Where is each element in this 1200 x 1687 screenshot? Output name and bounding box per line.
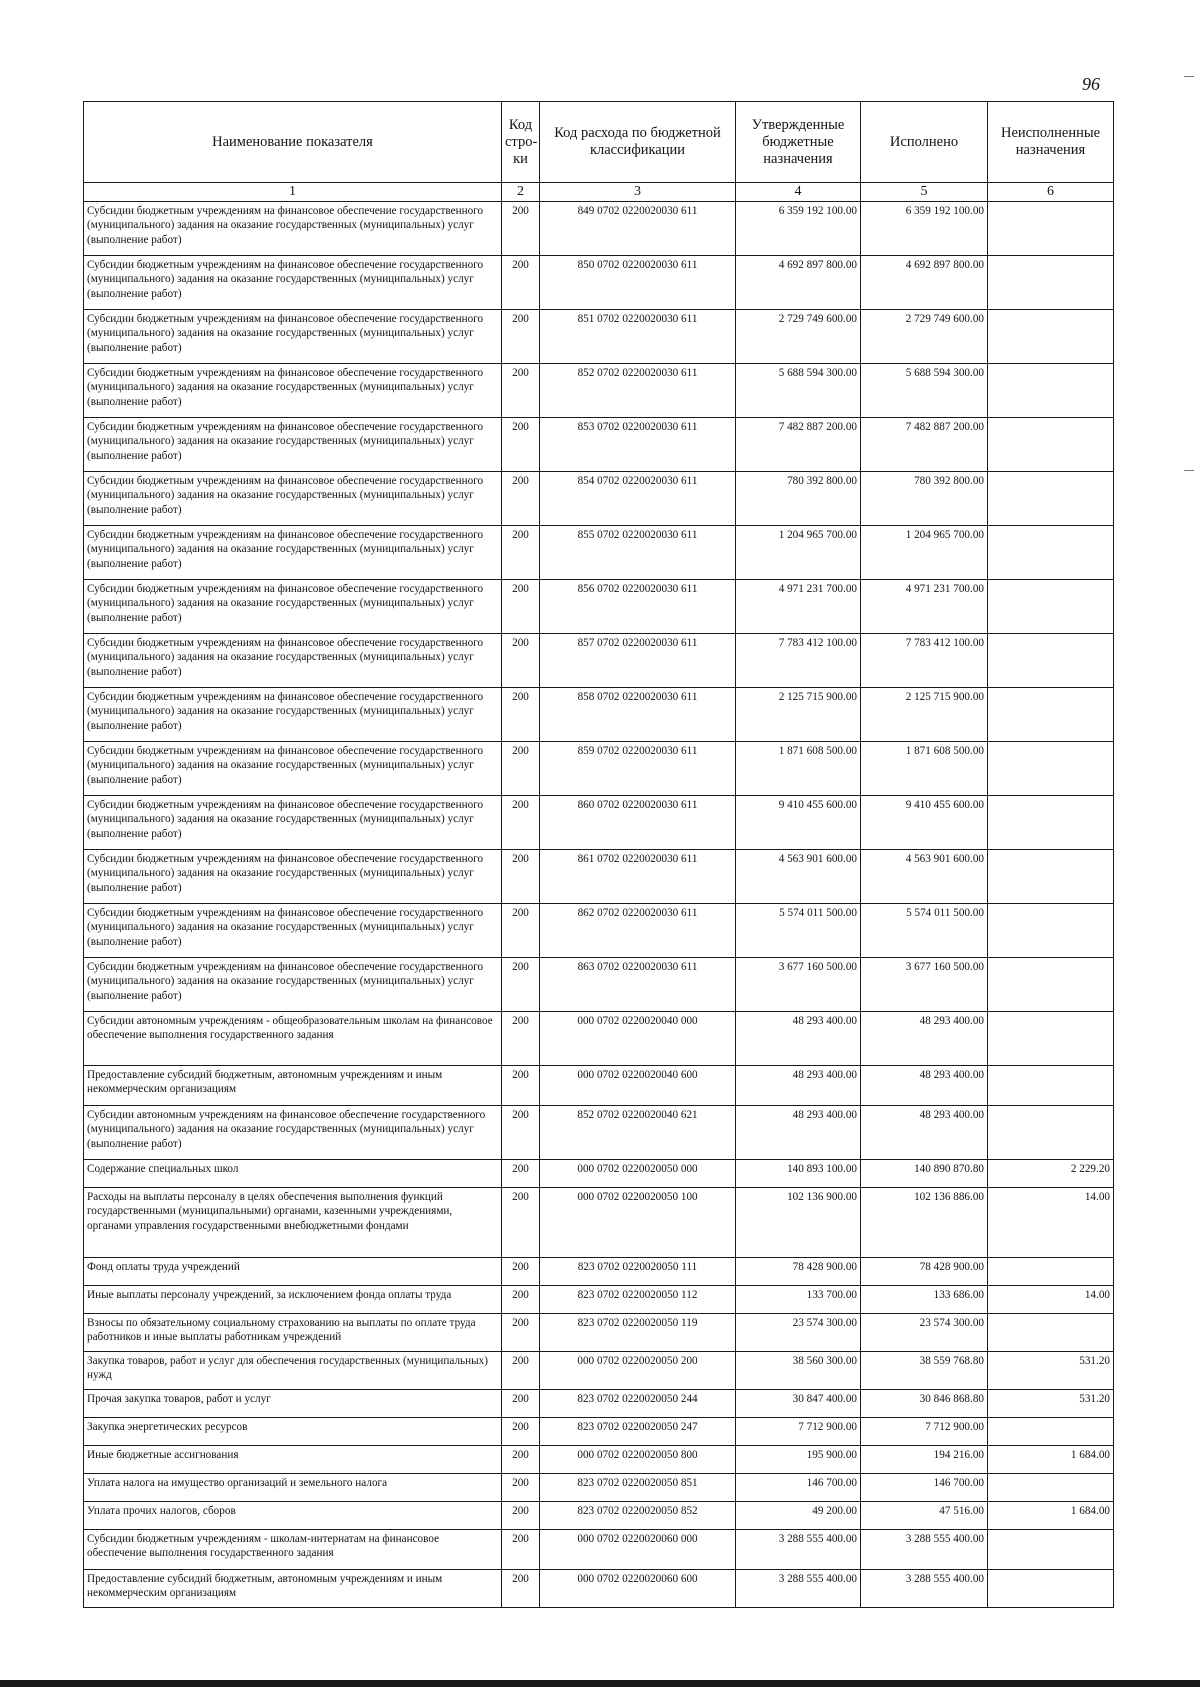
row-unexecuted-amount bbox=[988, 310, 1114, 364]
row-executed-amount: 2 729 749 600.00 bbox=[861, 310, 988, 364]
row-executed-amount: 48 293 400.00 bbox=[861, 1106, 988, 1160]
row-indicator-name: Субсидии бюджетным учреждениям на финансовое обеспечение государственного (муниципального) задания на оказание государственных (муниципальных) услуг (выполнение работ) bbox=[84, 742, 502, 796]
row-executed-amount: 1 204 965 700.00 bbox=[861, 526, 988, 580]
row-indicator-name: Содержание специальных школ bbox=[84, 1160, 502, 1188]
row-unexecuted-amount bbox=[988, 958, 1114, 1012]
table-row bbox=[84, 256, 1114, 310]
table-row bbox=[84, 418, 1114, 472]
table-row bbox=[84, 1106, 1114, 1160]
row-unexecuted-amount bbox=[988, 1314, 1114, 1352]
row-unexecuted-amount bbox=[988, 1570, 1114, 1608]
header-line-code: Код стро- ки bbox=[502, 102, 540, 183]
row-line-code: 200 bbox=[502, 1160, 540, 1188]
table-row bbox=[84, 1446, 1114, 1474]
table-row bbox=[84, 1474, 1114, 1502]
row-indicator-name: Уплата прочих налогов, сборов bbox=[84, 1502, 502, 1530]
row-executed-amount: 194 216.00 bbox=[861, 1446, 988, 1474]
row-budget-code: 823 0702 0220020050 852 bbox=[540, 1502, 736, 1530]
header-approved-appropriations: Утвержденные бюджетные назначения bbox=[736, 102, 861, 183]
row-budget-code: 853 0702 0220020030 611 bbox=[540, 418, 736, 472]
row-approved-amount: 780 392 800.00 bbox=[736, 472, 861, 526]
row-line-code: 200 bbox=[502, 1474, 540, 1502]
scan-bottom-edge bbox=[0, 1680, 1200, 1687]
table-row bbox=[84, 1390, 1114, 1418]
row-approved-amount: 2 125 715 900.00 bbox=[736, 688, 861, 742]
row-indicator-name: Иные выплаты персоналу учреждений, за исключением фонда оплаты труда bbox=[84, 1286, 502, 1314]
row-budget-code: 860 0702 0220020030 611 bbox=[540, 796, 736, 850]
row-indicator-name: Субсидии бюджетным учреждениям на финансовое обеспечение государственного (муниципального) задания на оказание государственных (муниципальных) услуг (выполнение работ) bbox=[84, 526, 502, 580]
row-approved-amount: 3 288 555 400.00 bbox=[736, 1570, 861, 1608]
row-budget-code: 851 0702 0220020030 611 bbox=[540, 310, 736, 364]
row-indicator-name: Субсидии бюджетным учреждениям - школам-интернатам на финансовое обеспечение выполнения государственного задания bbox=[84, 1530, 502, 1570]
row-line-code: 200 bbox=[502, 1418, 540, 1446]
row-indicator-name: Предоставление субсидий бюджетным, автономным учреждениям и иным некоммерческим организациям bbox=[84, 1066, 502, 1106]
row-executed-amount: 140 890 870.80 bbox=[861, 1160, 988, 1188]
row-indicator-name: Расходы на выплаты персоналу в целях обеспечения выполнения функций государственными (муниципальными) органами, казенными учреждениями, органами управления государственными внебюджетными фондами bbox=[84, 1188, 502, 1258]
row-approved-amount: 1 871 608 500.00 bbox=[736, 742, 861, 796]
row-indicator-name: Фонд оплаты труда учреждений bbox=[84, 1258, 502, 1286]
row-line-code: 200 bbox=[502, 1570, 540, 1608]
row-line-code: 200 bbox=[502, 1286, 540, 1314]
row-approved-amount: 7 783 412 100.00 bbox=[736, 634, 861, 688]
row-executed-amount: 9 410 455 600.00 bbox=[861, 796, 988, 850]
row-unexecuted-amount: 1 684.00 bbox=[988, 1502, 1114, 1530]
row-executed-amount: 30 846 868.80 bbox=[861, 1390, 988, 1418]
row-budget-code: 849 0702 0220020030 611 bbox=[540, 202, 736, 256]
row-unexecuted-amount bbox=[988, 472, 1114, 526]
row-approved-amount: 146 700.00 bbox=[736, 1474, 861, 1502]
row-approved-amount: 5 688 594 300.00 bbox=[736, 364, 861, 418]
header-budget-classification-code: Код расхода по бюджетной классификации bbox=[540, 102, 736, 183]
table-row bbox=[84, 1352, 1114, 1390]
row-budget-code: 823 0702 0220020050 112 bbox=[540, 1286, 736, 1314]
row-budget-code: 857 0702 0220020030 611 bbox=[540, 634, 736, 688]
row-indicator-name: Уплата налога на имущество организаций и земельного налога bbox=[84, 1474, 502, 1502]
column-number: 3 bbox=[540, 183, 736, 202]
row-unexecuted-amount bbox=[988, 364, 1114, 418]
header-indicator-name: Наименование показателя bbox=[84, 102, 502, 183]
table-row bbox=[84, 1570, 1114, 1608]
row-indicator-name: Взносы по обязательному социальному страхованию на выплаты по оплате труда работников и иные выплаты работникам учреждений bbox=[84, 1314, 502, 1352]
row-unexecuted-amount bbox=[988, 526, 1114, 580]
row-budget-code: 856 0702 0220020030 611 bbox=[540, 580, 736, 634]
table-row bbox=[84, 1286, 1114, 1314]
row-executed-amount: 4 563 901 600.00 bbox=[861, 850, 988, 904]
table-row bbox=[84, 472, 1114, 526]
row-line-code: 200 bbox=[502, 418, 540, 472]
row-line-code: 200 bbox=[502, 1502, 540, 1530]
row-executed-amount: 780 392 800.00 bbox=[861, 472, 988, 526]
row-approved-amount: 4 563 901 600.00 bbox=[736, 850, 861, 904]
row-unexecuted-amount: 14.00 bbox=[988, 1286, 1114, 1314]
row-indicator-name: Предоставление субсидий бюджетным, автономным учреждениям и иным некоммерческим организациям bbox=[84, 1570, 502, 1608]
row-line-code: 200 bbox=[502, 1314, 540, 1352]
row-unexecuted-amount bbox=[988, 256, 1114, 310]
row-unexecuted-amount bbox=[988, 850, 1114, 904]
column-number: 5 bbox=[861, 183, 988, 202]
row-indicator-name: Субсидии бюджетным учреждениям на финансовое обеспечение государственного (муниципального) задания на оказание государственных (муниципальных) услуг (выполнение работ) bbox=[84, 472, 502, 526]
table-row bbox=[84, 958, 1114, 1012]
table-row bbox=[84, 1314, 1114, 1352]
row-indicator-name: Субсидии бюджетным учреждениям на финансовое обеспечение государственного (муниципального) задания на оказание государственных (муниципальных) услуг (выполнение работ) bbox=[84, 688, 502, 742]
row-budget-code: 000 0702 0220020050 800 bbox=[540, 1446, 736, 1474]
column-number: 6 bbox=[988, 183, 1114, 202]
row-budget-code: 000 0702 0220020060 000 bbox=[540, 1530, 736, 1570]
row-approved-amount: 133 700.00 bbox=[736, 1286, 861, 1314]
row-budget-code: 000 0702 0220020050 100 bbox=[540, 1188, 736, 1258]
row-approved-amount: 6 359 192 100.00 bbox=[736, 202, 861, 256]
row-unexecuted-amount: 1 684.00 bbox=[988, 1446, 1114, 1474]
table-row bbox=[84, 742, 1114, 796]
row-budget-code: 850 0702 0220020030 611 bbox=[540, 256, 736, 310]
row-indicator-name: Субсидии бюджетным учреждениям на финансовое обеспечение государственного (муниципального) задания на оказание государственных (муниципальных) услуг (выполнение работ) bbox=[84, 904, 502, 958]
row-executed-amount: 38 559 768.80 bbox=[861, 1352, 988, 1390]
page-number: 96 bbox=[1082, 74, 1100, 94]
row-approved-amount: 140 893 100.00 bbox=[736, 1160, 861, 1188]
row-approved-amount: 195 900.00 bbox=[736, 1446, 861, 1474]
row-executed-amount: 4 971 231 700.00 bbox=[861, 580, 988, 634]
table-row bbox=[84, 364, 1114, 418]
header-executed: Исполнено bbox=[861, 102, 988, 183]
row-unexecuted-amount: 531.20 bbox=[988, 1390, 1114, 1418]
row-approved-amount: 48 293 400.00 bbox=[736, 1066, 861, 1106]
table-row bbox=[84, 1066, 1114, 1106]
table-row bbox=[84, 1418, 1114, 1446]
row-line-code: 200 bbox=[502, 904, 540, 958]
row-unexecuted-amount bbox=[988, 796, 1114, 850]
row-unexecuted-amount: 2 229.20 bbox=[988, 1160, 1114, 1188]
row-line-code: 200 bbox=[502, 1066, 540, 1106]
row-approved-amount: 48 293 400.00 bbox=[736, 1106, 861, 1160]
row-unexecuted-amount bbox=[988, 1418, 1114, 1446]
row-budget-code: 859 0702 0220020030 611 bbox=[540, 742, 736, 796]
table-row bbox=[84, 688, 1114, 742]
row-unexecuted-amount bbox=[988, 688, 1114, 742]
row-indicator-name: Субсидии автономным учреждениям на финансовое обеспечение государственного (муниципального) задания на оказание государственных (муниципальных) услуг (выполнение работ) bbox=[84, 1106, 502, 1160]
table-body bbox=[84, 202, 1114, 1608]
row-approved-amount: 48 293 400.00 bbox=[736, 1012, 861, 1066]
row-line-code: 200 bbox=[502, 1258, 540, 1286]
row-indicator-name: Субсидии бюджетным учреждениям на финансовое обеспечение государственного (муниципального) задания на оказание государственных (муниципальных) услуг (выполнение работ) bbox=[84, 796, 502, 850]
row-unexecuted-amount bbox=[988, 580, 1114, 634]
table-row bbox=[84, 1258, 1114, 1286]
row-budget-code: 000 0702 0220020040 000 bbox=[540, 1012, 736, 1066]
row-indicator-name: Закупка энергетических ресурсов bbox=[84, 1418, 502, 1446]
row-budget-code: 855 0702 0220020030 611 bbox=[540, 526, 736, 580]
table-row bbox=[84, 526, 1114, 580]
row-indicator-name: Субсидии бюджетным учреждениям на финансовое обеспечение государственного (муниципального) задания на оказание государственных (муниципальных) услуг (выполнение работ) bbox=[84, 256, 502, 310]
row-indicator-name: Субсидии бюджетным учреждениям на финансовое обеспечение государственного (муниципального) задания на оказание государственных (муниципальных) услуг (выполнение работ) bbox=[84, 580, 502, 634]
row-unexecuted-amount bbox=[988, 1066, 1114, 1106]
header-row bbox=[84, 102, 1114, 183]
row-executed-amount: 47 516.00 bbox=[861, 1502, 988, 1530]
row-line-code: 200 bbox=[502, 472, 540, 526]
row-indicator-name: Субсидии бюджетным учреждениям на финансовое обеспечение государственного (муниципального) задания на оказание государственных (муниципальных) услуг (выполнение работ) bbox=[84, 634, 502, 688]
row-indicator-name: Прочая закупка товаров, работ и услуг bbox=[84, 1390, 502, 1418]
row-approved-amount: 49 200.00 bbox=[736, 1502, 861, 1530]
row-line-code: 200 bbox=[502, 688, 540, 742]
row-unexecuted-amount bbox=[988, 904, 1114, 958]
row-line-code: 200 bbox=[502, 1106, 540, 1160]
row-indicator-name: Субсидии бюджетным учреждениям на финансовое обеспечение государственного (муниципального) задания на оказание государственных (муниципальных) услуг (выполнение работ) bbox=[84, 310, 502, 364]
row-budget-code: 861 0702 0220020030 611 bbox=[540, 850, 736, 904]
row-line-code: 200 bbox=[502, 1012, 540, 1066]
row-line-code: 200 bbox=[502, 958, 540, 1012]
row-budget-code: 823 0702 0220020050 119 bbox=[540, 1314, 736, 1352]
row-approved-amount: 30 847 400.00 bbox=[736, 1390, 861, 1418]
row-executed-amount: 5 574 011 500.00 bbox=[861, 904, 988, 958]
row-unexecuted-amount bbox=[988, 1530, 1114, 1570]
table-row bbox=[84, 202, 1114, 256]
row-unexecuted-amount: 531.20 bbox=[988, 1352, 1114, 1390]
row-budget-code: 852 0702 0220020030 611 bbox=[540, 364, 736, 418]
row-line-code: 200 bbox=[502, 310, 540, 364]
row-unexecuted-amount bbox=[988, 742, 1114, 796]
row-line-code: 200 bbox=[502, 1446, 540, 1474]
row-executed-amount: 4 692 897 800.00 bbox=[861, 256, 988, 310]
row-budget-code: 000 0702 0220020040 600 bbox=[540, 1066, 736, 1106]
row-executed-amount: 102 136 886.00 bbox=[861, 1188, 988, 1258]
row-budget-code: 000 0702 0220020060 600 bbox=[540, 1570, 736, 1608]
row-budget-code: 823 0702 0220020050 244 bbox=[540, 1390, 736, 1418]
row-line-code: 200 bbox=[502, 850, 540, 904]
row-indicator-name: Субсидии бюджетным учреждениям на финансовое обеспечение государственного (муниципального) задания на оказание государственных (муниципальных) услуг (выполнение работ) bbox=[84, 850, 502, 904]
row-budget-code: 000 0702 0220020050 200 bbox=[540, 1352, 736, 1390]
scan-mark bbox=[1184, 76, 1194, 77]
table-row bbox=[84, 1188, 1114, 1258]
row-line-code: 200 bbox=[502, 256, 540, 310]
row-unexecuted-amount bbox=[988, 1258, 1114, 1286]
row-approved-amount: 7 712 900.00 bbox=[736, 1418, 861, 1446]
row-indicator-name: Субсидии автономным учреждениям - общеобразовательным школам на финансовое обеспечение выполнения государственного задания bbox=[84, 1012, 502, 1066]
row-executed-amount: 2 125 715 900.00 bbox=[861, 688, 988, 742]
row-executed-amount: 133 686.00 bbox=[861, 1286, 988, 1314]
table-row bbox=[84, 1160, 1114, 1188]
row-budget-code: 858 0702 0220020030 611 bbox=[540, 688, 736, 742]
row-indicator-name: Закупка товаров, работ и услуг для обеспечения государственных (муниципальных) нужд bbox=[84, 1352, 502, 1390]
row-executed-amount: 146 700.00 bbox=[861, 1474, 988, 1502]
budget-execution-table bbox=[83, 101, 1114, 1608]
row-unexecuted-amount bbox=[988, 418, 1114, 472]
row-line-code: 200 bbox=[502, 1530, 540, 1570]
row-executed-amount: 7 712 900.00 bbox=[861, 1418, 988, 1446]
row-executed-amount: 23 574 300.00 bbox=[861, 1314, 988, 1352]
row-approved-amount: 9 410 455 600.00 bbox=[736, 796, 861, 850]
row-unexecuted-amount bbox=[988, 1474, 1114, 1502]
row-approved-amount: 3 288 555 400.00 bbox=[736, 1530, 861, 1570]
column-number: 4 bbox=[736, 183, 861, 202]
row-approved-amount: 102 136 900.00 bbox=[736, 1188, 861, 1258]
row-approved-amount: 1 204 965 700.00 bbox=[736, 526, 861, 580]
row-line-code: 200 bbox=[502, 742, 540, 796]
row-budget-code: 854 0702 0220020030 611 bbox=[540, 472, 736, 526]
row-approved-amount: 2 729 749 600.00 bbox=[736, 310, 861, 364]
row-executed-amount: 6 359 192 100.00 bbox=[861, 202, 988, 256]
row-unexecuted-amount bbox=[988, 202, 1114, 256]
row-budget-code: 862 0702 0220020030 611 bbox=[540, 904, 736, 958]
row-indicator-name: Иные бюджетные ассигнования bbox=[84, 1446, 502, 1474]
row-budget-code: 823 0702 0220020050 111 bbox=[540, 1258, 736, 1286]
row-approved-amount: 4 692 897 800.00 bbox=[736, 256, 861, 310]
row-approved-amount: 7 482 887 200.00 bbox=[736, 418, 861, 472]
row-executed-amount: 1 871 608 500.00 bbox=[861, 742, 988, 796]
table-row bbox=[84, 634, 1114, 688]
row-line-code: 200 bbox=[502, 580, 540, 634]
row-executed-amount: 48 293 400.00 bbox=[861, 1066, 988, 1106]
row-executed-amount: 5 688 594 300.00 bbox=[861, 364, 988, 418]
row-line-code: 200 bbox=[502, 364, 540, 418]
row-executed-amount: 78 428 900.00 bbox=[861, 1258, 988, 1286]
row-approved-amount: 38 560 300.00 bbox=[736, 1352, 861, 1390]
row-line-code: 200 bbox=[502, 634, 540, 688]
row-executed-amount: 7 783 412 100.00 bbox=[861, 634, 988, 688]
row-budget-code: 000 0702 0220020050 000 bbox=[540, 1160, 736, 1188]
row-unexecuted-amount bbox=[988, 634, 1114, 688]
row-unexecuted-amount bbox=[988, 1012, 1114, 1066]
row-line-code: 200 bbox=[502, 1188, 540, 1258]
header-unexecuted-appropriations: Неисполненные назначения bbox=[988, 102, 1114, 183]
row-budget-code: 823 0702 0220020050 247 bbox=[540, 1418, 736, 1446]
column-number: 1 bbox=[84, 183, 502, 202]
row-approved-amount: 78 428 900.00 bbox=[736, 1258, 861, 1286]
table-row bbox=[84, 850, 1114, 904]
row-indicator-name: Субсидии бюджетным учреждениям на финансовое обеспечение государственного (муниципального) задания на оказание государственных (муниципальных) услуг (выполнение работ) bbox=[84, 958, 502, 1012]
row-executed-amount: 3 288 555 400.00 bbox=[861, 1530, 988, 1570]
row-executed-amount: 7 482 887 200.00 bbox=[861, 418, 988, 472]
row-line-code: 200 bbox=[502, 796, 540, 850]
row-unexecuted-amount: 14.00 bbox=[988, 1188, 1114, 1258]
row-approved-amount: 23 574 300.00 bbox=[736, 1314, 861, 1352]
scan-mark bbox=[1184, 470, 1194, 471]
row-executed-amount: 48 293 400.00 bbox=[861, 1012, 988, 1066]
row-approved-amount: 4 971 231 700.00 bbox=[736, 580, 861, 634]
row-budget-code: 863 0702 0220020030 611 bbox=[540, 958, 736, 1012]
row-indicator-name: Субсидии бюджетным учреждениям на финансовое обеспечение государственного (муниципального) задания на оказание государственных (муниципальных) услуг (выполнение работ) bbox=[84, 364, 502, 418]
row-line-code: 200 bbox=[502, 526, 540, 580]
row-line-code: 200 bbox=[502, 1352, 540, 1390]
row-executed-amount: 3 677 160 500.00 bbox=[861, 958, 988, 1012]
column-number: 2 bbox=[502, 183, 540, 202]
table-row bbox=[84, 796, 1114, 850]
row-executed-amount: 3 288 555 400.00 bbox=[861, 1570, 988, 1608]
row-approved-amount: 5 574 011 500.00 bbox=[736, 904, 861, 958]
table-row bbox=[84, 580, 1114, 634]
table-row bbox=[84, 310, 1114, 364]
row-line-code: 200 bbox=[502, 1390, 540, 1418]
column-number-row bbox=[84, 183, 1114, 202]
row-unexecuted-amount bbox=[988, 1106, 1114, 1160]
row-approved-amount: 3 677 160 500.00 bbox=[736, 958, 861, 1012]
table-row bbox=[84, 1502, 1114, 1530]
row-budget-code: 823 0702 0220020050 851 bbox=[540, 1474, 736, 1502]
row-indicator-name: Субсидии бюджетным учреждениям на финансовое обеспечение государственного (муниципального) задания на оказание государственных (муниципальных) услуг (выполнение работ) bbox=[84, 418, 502, 472]
row-line-code: 200 bbox=[502, 202, 540, 256]
table-row bbox=[84, 1530, 1114, 1570]
row-indicator-name: Субсидии бюджетным учреждениям на финансовое обеспечение государственного (муниципального) задания на оказание государственных (муниципальных) услуг (выполнение работ) bbox=[84, 202, 502, 256]
table-row bbox=[84, 1012, 1114, 1066]
row-budget-code: 852 0702 0220020040 621 bbox=[540, 1106, 736, 1160]
table-row bbox=[84, 904, 1114, 958]
